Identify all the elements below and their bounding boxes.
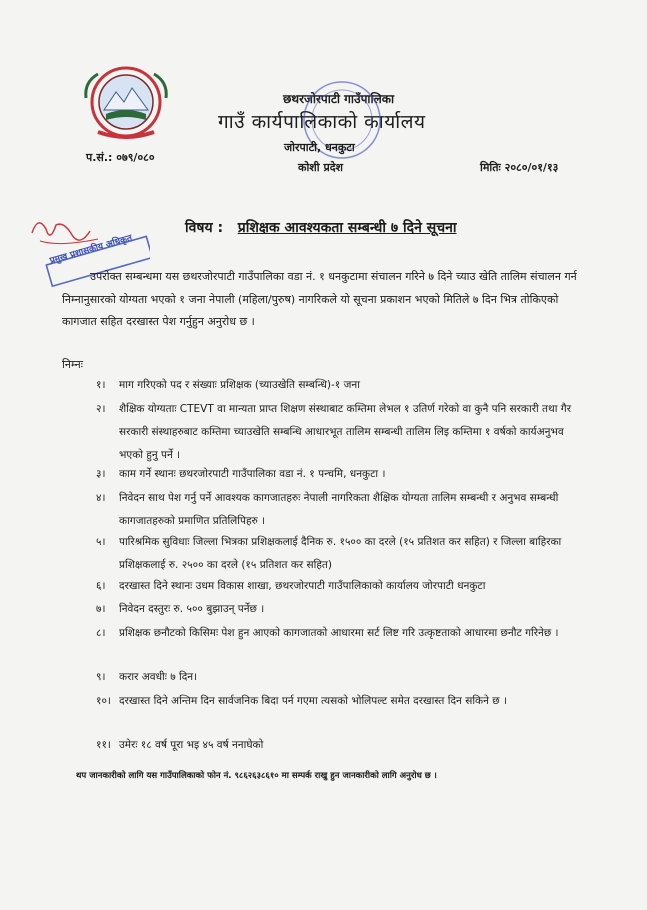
nepal-emblem-icon <box>76 62 176 142</box>
list-item <box>96 531 586 577</box>
list-item <box>96 487 586 533</box>
item-number: ५। <box>96 536 106 548</box>
item-text: निवेदन दस्तुरः रु. ५०० बुझाउन् पर्नेछ । <box>119 603 265 615</box>
item-text: करार अवधीः ७ दिन। <box>119 671 198 683</box>
footer-note: थप जानकारीको लागि यस गाउँपालिकाको फोन नं. ९८६२६३८६१० मा सम्पर्क राखु हुन जानकारीको लागि अनुरोध छ । <box>76 771 437 781</box>
list-item <box>96 374 586 397</box>
item-number: ९। <box>96 671 106 683</box>
list-heading: निम्नः <box>62 358 83 371</box>
item-text: शैक्षिक योग्यताः CTEVT वा मान्यता प्राप्त शिक्षण संस्थाबाट कम्तिमा लेभल १ उतिर्ण गरेको वा कुनै पनि सरकारी तथा गैर सरकारी संस्थाहरुबाट कम्तिमा च्याउखेति सम्बन्धि आधारभूत तालिम सम्बन्धी तालिम लिइ कम्तिमा १ वर्षको कार्यअनुभव भएको हुनु पर्ने । <box>119 403 571 461</box>
subject-text: प्रशिक्षक आवश्यकता सम्बन्धी ७ दिने सूचना <box>237 220 457 236</box>
item-number: ४। <box>96 492 106 504</box>
office-title: गाउँ कार्यपालिकाको कार्यालय <box>218 111 426 133</box>
item-text: दरखास्त दिने स्थानः उधम विकास शाखा, छथरजोरपाटी गाउँपालिकाको कार्यालय जोरपाटी धनकुटा <box>119 580 486 592</box>
item-number: १०। <box>96 695 111 707</box>
item-number: ११। <box>96 739 111 751</box>
list-item <box>96 575 586 598</box>
list-item <box>96 690 586 713</box>
letter-date: मितिः २०८०/०१/१३ <box>480 161 559 174</box>
item-text: पारिश्रमिक सुविधाः जिल्ला भित्रका प्रशिक्षकलाई दैनिक रु. १५०० का दरले (१५ प्रतिशत कर सहित) र जिल्ला बाहिरका प्रशिक्षकलाई रु. २५०० का दरले (१५ प्रतिशत कर सहित) <box>119 536 562 571</box>
list-item <box>96 398 586 467</box>
stamp-text: प्रमुख प्रशासकीय अधिकृत <box>48 233 134 267</box>
item-text: उमेरः १८ वर्ष पूरा भइ ४५ वर्ष ननाघेको <box>119 739 264 751</box>
item-number: १। <box>96 379 106 391</box>
list-item <box>96 622 586 645</box>
item-number: ७। <box>96 603 106 615</box>
item-text: दरखास्त दिने अन्तिम दिन सार्वजनिक बिदा पर्न गएमा त्यसको भोलिपल्ट समेत दरखास्त दिन सकिने छ । <box>119 695 507 707</box>
item-number: ३। <box>96 468 106 480</box>
item-text: प्रशिक्षक छनौटको किसिमः पेश हुन आएको कागजातको आधारमा सर्ट लिष्ट गरि उत्कृष्टताको आधारमा छनौट गरिनेछ । <box>119 627 559 639</box>
list-item <box>96 734 586 757</box>
item-number: २। <box>96 403 106 415</box>
reference-number: प.सं.: ०७९/०८० <box>86 151 155 164</box>
list-item <box>96 598 586 621</box>
item-number: ८। <box>96 627 106 639</box>
list-item <box>96 666 586 689</box>
subject-line <box>185 218 457 237</box>
intro-text: उपरोक्त सम्बन्धमा यस छथरजोरपाटी गाउँपालिका वडा नं. १ धनकुटामा संचालन गरिने ७ दिने च्याउ खेति तालिम संचालन गर्न निम्नानुसारको योग्यता भएको १ जना नेपाली (महिला/पुरुष) नागरिकले यो सूचना प्रकाशन भएको मितिले ७ दिन भित्र तोकिएको कागजात सहित दरखास्त पेश गर्नुहुन अनुरोध छ । <box>62 270 577 328</box>
item-number: ६। <box>96 580 106 592</box>
office-address: जोरपाटी, धनकुटा <box>284 141 355 154</box>
subject-label: विषय : <box>185 220 224 236</box>
list-item <box>96 463 586 486</box>
item-text: काम गर्ने स्थानः छथरजोरपाटी गाउँपालिका वडा नं. १ पन्चमि, धनकुटा । <box>119 468 386 480</box>
item-text: निवेदन साथ पेश गर्नु पर्ने आवश्यक कागजातहरुः नेपाली नागरिकता शैक्षिक योग्यता तालिम सम्बन्धी र अनुभव सम्बन्धी कागजातहरुको प्रमाणित प्रतिलिपिहरु । <box>119 492 559 527</box>
office-name: छथरजोरपाटी गाउँपालिका <box>283 92 395 106</box>
intro-paragraph <box>62 266 587 334</box>
office-province: कोशी प्रदेश <box>298 161 344 174</box>
item-text: माग गरिएको पद र संख्याः प्रशिक्षक (च्याउखेति सम्बन्धि)-१ जना <box>119 379 360 391</box>
